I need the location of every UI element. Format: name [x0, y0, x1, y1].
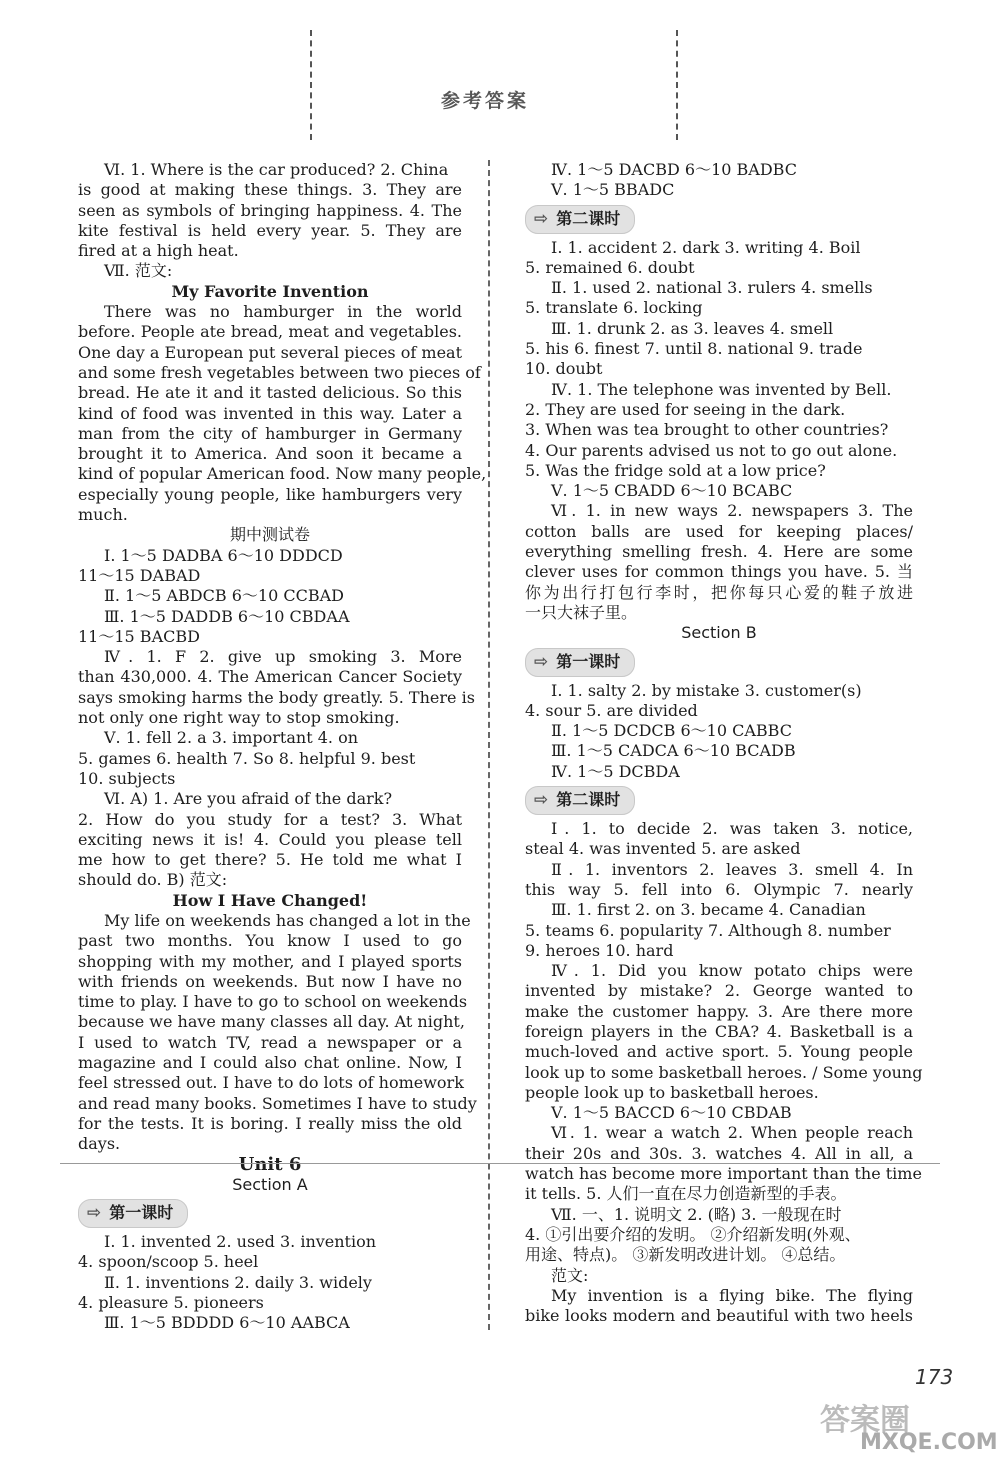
text-line: Ⅵ. 1. Where is the car produced? 2. China [104, 160, 449, 179]
text-line: 你为出行打包行李时，把你每只心爱的鞋子放进 [525, 582, 913, 602]
header-dash-right [676, 30, 678, 140]
text-line: Ⅳ. 1. Did you know potato chips were [551, 961, 913, 981]
text-line: Ⅰ. 1. salty 2. by mistake 3. customer(s) [551, 680, 862, 700]
arrow-icon: ⇨ [534, 651, 549, 672]
text-line: My life on weekends has changed a lot in the [104, 910, 471, 930]
text-line: Ⅰ. 1～5 DADBA 6～10 DDDCD [104, 545, 343, 565]
text-line: invented by mistake? 2. George wanted to [525, 981, 913, 1001]
text-line: everything smelling fresh. 4. Here are some [525, 542, 913, 562]
text-line: Ⅱ. 1. inventors 2. leaves 3. smell 4. In [551, 859, 913, 879]
text-line: is good at making these things. 3. They are [78, 180, 462, 200]
text-line: look up to some basketball heroes. / Some young [525, 1062, 923, 1082]
text-line: 期中测试卷 [229, 525, 310, 545]
text-line: kind of popular American food. Now many people, [78, 464, 487, 484]
text-line: Ⅲ. 1. drunk 2. as 3. leaves 4. smell [551, 318, 834, 338]
text-line: 4. ①引出要介绍的发明。 ②介绍新发明(外观、 [525, 1224, 861, 1244]
text-line: especially young people, like hamburgers very [78, 484, 462, 504]
text-line: with friends on weekends. But now I have no [78, 971, 462, 991]
text-line: this way 5. fell into 6. Olympic 7. nearly [525, 879, 913, 899]
text-line: Ⅱ. 1～5 ABDCB 6～10 CCBAD [104, 586, 344, 606]
text-line: make the customer happy. 3. Are there more [525, 1001, 913, 1021]
text-line: people look up to basketball heroes. [525, 1082, 819, 1102]
text-line: 用途、特点)。 ③新发明改进计划。 ④总结。 [525, 1245, 846, 1265]
text-line: much-loved and active sport. 5. Young people [525, 1042, 913, 1062]
lesson-tag [525, 201, 913, 238]
text-line: 范文: [551, 1265, 589, 1285]
text-line: 4. Our parents advised us not to go out alone. [525, 440, 898, 460]
arrow-icon: ⇨ [534, 208, 549, 229]
header-dash-left [310, 30, 312, 140]
text-line: There was no hamburger in the world [104, 302, 462, 322]
text-line: 9. heroes 10. hard [525, 940, 674, 960]
text-line: Ⅰ. 1. invented 2. used 3. invention [104, 1232, 377, 1252]
text-line: fired at a high heat. [78, 241, 239, 261]
text-line: 4. spoon/scoop 5. heel [78, 1252, 259, 1272]
text-line: Section B [681, 623, 757, 643]
watermark-logo: 答案圈 [820, 1403, 910, 1438]
text-line: me how to get there? 5. He told me what I [78, 850, 462, 870]
text-line: Section A [232, 1174, 308, 1194]
text-line: steal 4. was invented 5. are asked [525, 839, 801, 859]
column-divider [488, 160, 490, 1330]
text-line: Ⅲ. 1～5 DADDB 6～10 CBDAA [104, 606, 350, 626]
text-line: 10. subjects [78, 768, 176, 788]
lesson-tag [78, 1195, 462, 1232]
lesson-tag-label [525, 786, 635, 815]
text-line: kind of food was invented in this way. Later a [78, 403, 462, 423]
text-line: says smoking harms the body greatly. 5. There is [78, 687, 475, 707]
text-line: 11～15 DABAD [78, 565, 201, 585]
text-line: Ⅴ. 1～5 BACCD 6～10 CBDAB [551, 1103, 792, 1123]
text-line: Ⅳ. 1～5 DCBDA [551, 761, 680, 781]
lesson-tag [525, 782, 913, 819]
text-line: their 20s and 30s. 3. watches 4. All in all, a [525, 1143, 913, 1163]
text-line: bread. He ate it and it tasted delicious. So this [78, 383, 462, 403]
lesson-tag-text: 第二课时 [556, 208, 621, 228]
text-line: foreign players in the CBA? 4. Basketball is a [525, 1021, 913, 1041]
text-line: Ⅲ. 1～5 CADCA 6～10 BCADB [551, 741, 796, 761]
text-line: Ⅰ. 1. accident 2. dark 3. writing 4. Boil [551, 237, 861, 257]
text-line: than 430,000. 4. The American Cancer Society [78, 667, 462, 687]
text-line: 11～15 BACBD [78, 626, 200, 646]
text-line: time to play. I have to go to school on weekends [78, 992, 468, 1012]
lesson-tag [525, 644, 913, 681]
text-line: Ⅲ. 1～5 BDDDD 6～10 AABCA [104, 1313, 350, 1333]
text-line: 一只大袜子里。 [525, 602, 638, 622]
text-line: 3. When was tea brought to other countries? [525, 420, 889, 440]
text-line: 4. pleasure 5. pioneers [78, 1293, 264, 1313]
text-line: and some fresh vegetables between two pieces of [78, 362, 481, 382]
text-line: magazine and I could also chat online. Now, I [78, 1053, 462, 1073]
text-line: Ⅴ. 1～5 BBADC [551, 180, 675, 200]
text-line: days. [78, 1134, 121, 1154]
text-line: 5. Was the fridge sold at a low price? [525, 460, 826, 480]
watermark-site: MXQE.COM [860, 1430, 998, 1455]
right-column [525, 160, 923, 1326]
text-line: because we have many classes all day. At night, [78, 1012, 465, 1032]
text-line: not only one right way to stop smoking. [78, 708, 400, 728]
page-number: 173 [915, 1365, 954, 1389]
text-line: past two months. You know I used to go [78, 931, 462, 951]
text-line: shopping with my mother, and I played sports [78, 951, 462, 971]
text-line: 5. teams 6. popularity 7. Although 8. number [525, 920, 891, 940]
text-line: brought it to America. And soon it became a [78, 444, 462, 464]
text-line: watch has become more important than the time [525, 1164, 922, 1184]
text-line: kite festival is held every year. 5. They are [78, 220, 462, 240]
text-line: 5. his 6. finest 7. until 8. national 9. trade [525, 339, 863, 359]
arrow-icon: ⇨ [534, 790, 549, 811]
text-line: cotton balls are used for keeping places/ [525, 521, 913, 541]
text-line: Ⅴ. 1. fell 2. a 3. important 4. on [104, 728, 359, 748]
text-line: How I Have Changed! [172, 890, 368, 910]
text-line: Ⅱ. 1. used 2. national 3. rulers 4. smells [551, 278, 873, 298]
text-line: 10. doubt [525, 359, 603, 379]
text-line: and read many books. Sometimes I have to study [78, 1093, 477, 1113]
text-line: Ⅳ. 1～5 DACBD 6～10 BADBC [551, 160, 797, 179]
lesson-tag-label [525, 205, 635, 234]
text-line: Ⅳ. 1. F 2. give up smoking 3. More [104, 647, 462, 667]
text-line: much. [78, 505, 128, 525]
text-line: clever uses for common things you have. 5. 当 [525, 562, 913, 582]
lesson-tag-label [78, 1199, 188, 1228]
text-line: 4. sour 5. are divided [525, 700, 698, 720]
text-line: seen as symbols of bringing happiness. 4. The [78, 200, 462, 220]
text-line: Ⅶ. 范文: [104, 261, 173, 281]
text-line: Ⅴ. 1～5 CBADD 6～10 BCABC [551, 481, 793, 501]
text-line: 2. How do you study for a test? 3. What [78, 809, 462, 829]
text-line: Ⅵ. 1. in new ways 2. newspapers 3. The [551, 501, 913, 521]
lesson-tag-label [525, 648, 635, 677]
text-line: One day a European put several pieces of meat [78, 342, 462, 362]
left-column [78, 160, 487, 1334]
text-line: My invention is a flying bike. The flying [551, 1285, 913, 1305]
text-line: Ⅰ. 1. to decide 2. was taken 3. notice, [551, 819, 913, 839]
text-line: Ⅳ. 1. The telephone was invented by Bell. [551, 379, 892, 399]
text-line: My Favorite Invention [171, 281, 369, 301]
text-line: Ⅲ. 1. first 2. on 3. became 4. Canadian [551, 900, 866, 920]
text-line: Ⅵ. 1. wear a watch 2. When people reach [551, 1123, 913, 1143]
text-line: 2. They are used for seeing in the dark. [525, 399, 846, 419]
text-line: Ⅱ. 1～5 DCDCB 6～10 CABBC [551, 721, 792, 741]
text-line: I used to watch TV, read a newspaper or a [78, 1032, 462, 1052]
text-line: 5. games 6. health 7. So 8. helpful 9. best [78, 748, 416, 768]
text-line: exciting news it is! 4. Could you please tell [78, 829, 462, 849]
lesson-tag-text: 第一课时 [556, 651, 621, 671]
lesson-tag-text: 第一课时 [109, 1203, 174, 1223]
bottom-rule [60, 1163, 940, 1164]
arrow-icon: ⇨ [87, 1203, 102, 1224]
text-line: for the tests. It is boring. I really miss the old [78, 1113, 462, 1133]
text-line: before. People ate bread, meat and vegetables. [78, 322, 462, 342]
text-line: should do. B) 范文: [78, 870, 228, 890]
lesson-tag-text: 第二课时 [556, 790, 621, 810]
page-header: 参考答案 [440, 90, 529, 112]
text-line: Ⅵ. A) 1. Are you afraid of the dark? [104, 789, 393, 809]
text-line: feel stressed out. I have to do lots of homework [78, 1073, 464, 1093]
text-line: man from the city of hamburger in Germany [78, 423, 462, 443]
text-line: 5. remained 6. doubt [525, 257, 695, 277]
text-line: 5. translate 6. locking [525, 298, 703, 318]
text-line: it tells. 5. 人们一直在尽力创造新型的手表。 [525, 1184, 847, 1204]
text-line: Ⅶ. 一、1. 说明文 2. (略) 3. 一般现在时 [551, 1204, 842, 1224]
text-line: Unit 6 [238, 1153, 302, 1175]
text-line: Ⅱ. 1. inventions 2. daily 3. widely [104, 1272, 372, 1292]
text-line: bike looks modern and beautiful with two heels [525, 1306, 913, 1326]
